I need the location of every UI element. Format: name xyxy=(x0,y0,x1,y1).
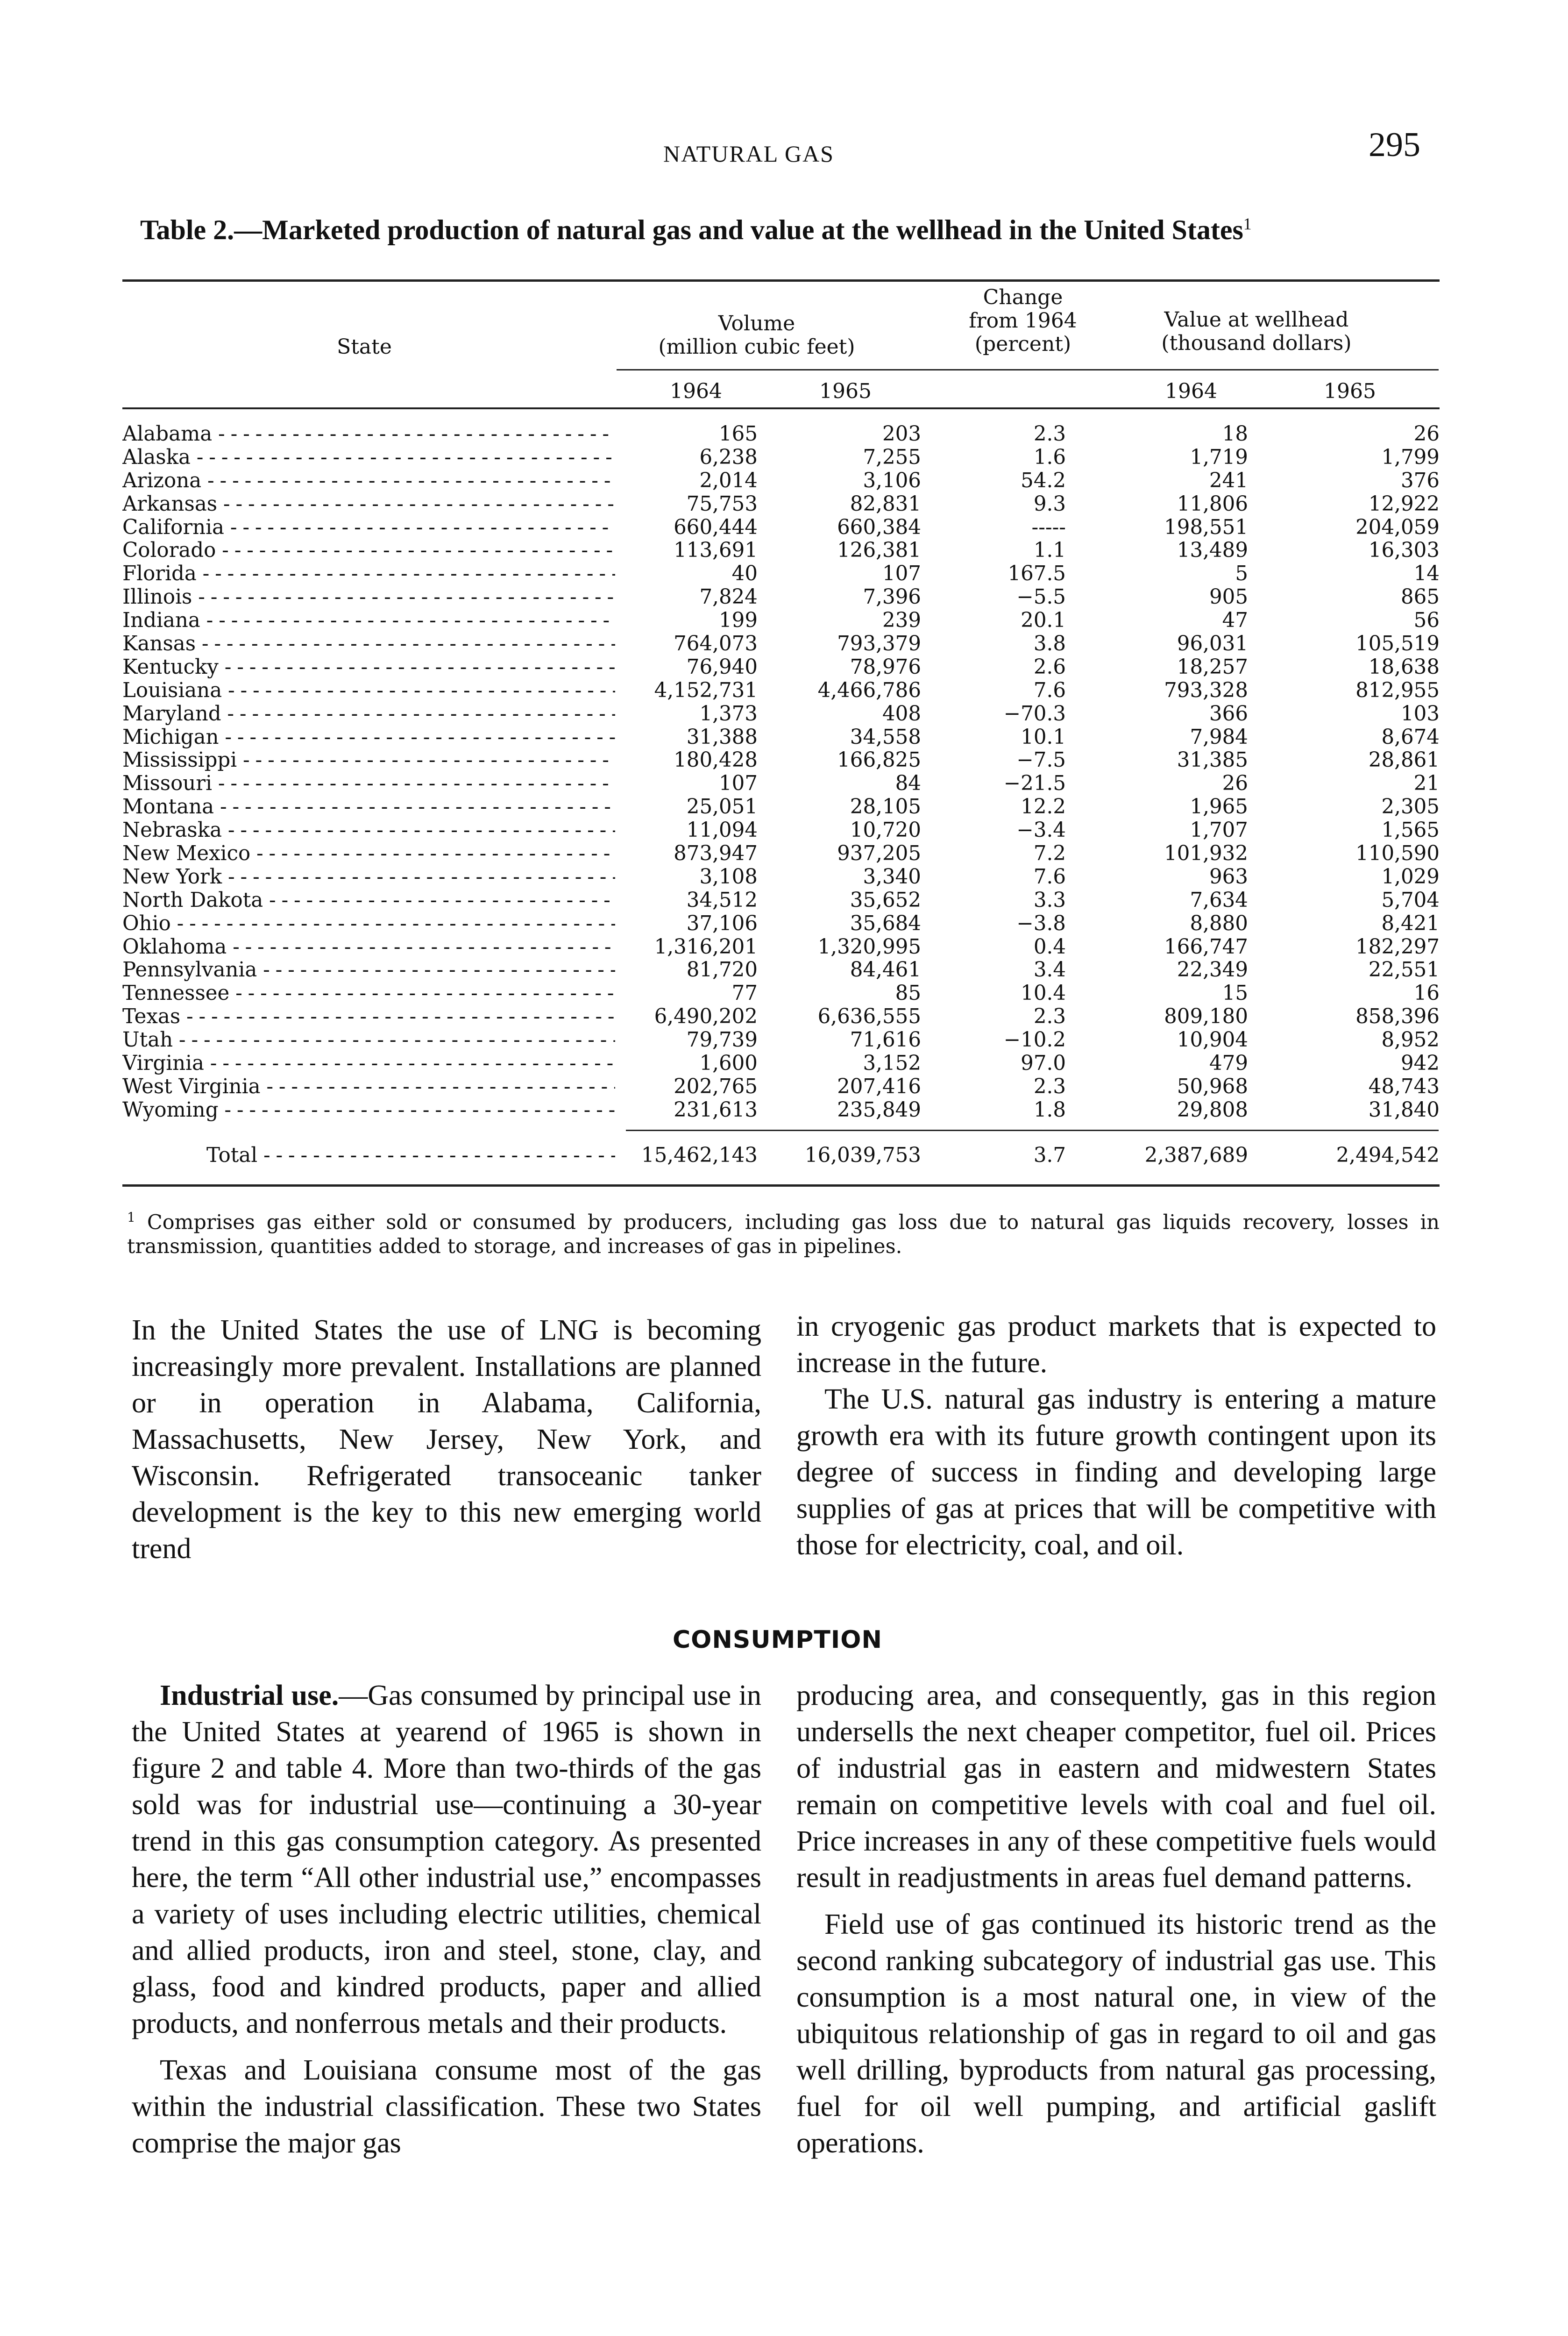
table-top-rule xyxy=(122,279,1440,282)
value-header-line1: Value at wellhead xyxy=(1164,308,1349,332)
total-rule xyxy=(626,1130,1439,1131)
change-cell: 1.1 xyxy=(1033,539,1066,563)
total-volume-1965: 16,039,753 xyxy=(804,1144,921,1167)
change-cell: ----- xyxy=(1031,515,1066,539)
change-header-line2: from 1964 xyxy=(969,309,1077,333)
volume-1965-cell: 84 xyxy=(895,772,921,796)
value-1964-cell: 18,257 xyxy=(1177,655,1248,679)
value-1965-cell: 22,551 xyxy=(1368,958,1440,982)
value-1965-cell: 28,861 xyxy=(1368,748,1440,772)
state-cell: Indiana - - - xyxy=(122,609,615,633)
volume-1965-cell: 7,255 xyxy=(863,445,921,469)
change-cell: 54.2 xyxy=(1021,469,1066,492)
volume-1964-cell: 660,444 xyxy=(674,515,758,539)
table-row xyxy=(122,772,1440,796)
volume-1964-cell: 2,014 xyxy=(699,469,758,492)
state-cell: Arkansas - - - xyxy=(122,493,615,516)
state-cell: Pennsylvania - - - xyxy=(122,959,615,982)
table-row xyxy=(122,679,1440,703)
table-row xyxy=(122,749,1440,772)
volume-1965-cell: 35,684 xyxy=(850,912,921,935)
value-1965-cell: 182,297 xyxy=(1355,935,1440,959)
volume-1964-cell: 1,600 xyxy=(699,1052,758,1075)
value-1965-cell: 812,955 xyxy=(1355,678,1440,702)
value-1965-cell: 1,565 xyxy=(1381,819,1440,842)
table-row xyxy=(122,796,1440,819)
value-1965-cell: 16 xyxy=(1413,982,1440,1005)
change-cell: −70.3 xyxy=(1003,702,1066,726)
volume-1964-cell: 165 xyxy=(718,422,758,446)
table-row xyxy=(122,959,1440,982)
value-1964-cell: 8,880 xyxy=(1190,912,1248,935)
volume-1964-cell: 231,613 xyxy=(674,1098,758,1122)
change-cell: −5.5 xyxy=(1016,585,1066,609)
state-cell: Louisiana - - - xyxy=(122,679,615,703)
state-cell: Wyoming - - - xyxy=(122,1099,615,1122)
value-1964-cell: 29,808 xyxy=(1177,1098,1248,1122)
value-1965-cell: 8,674 xyxy=(1381,725,1440,749)
cryogenic-paragraph: in cryogenic gas product markets that is expected to increase in the future. xyxy=(796,1310,1436,1379)
volume-1964-cell: 764,073 xyxy=(674,632,758,656)
state-cell: Michigan - - - xyxy=(122,726,615,749)
change-cell: 3.8 xyxy=(1033,632,1066,656)
volume-1965-cell: 408 xyxy=(882,702,921,726)
value-1965-cell: 103 xyxy=(1400,702,1440,726)
state-cell: Ohio - - - xyxy=(122,912,615,936)
industrial-paragraph: —Gas consumed by principal use in the United States at yearend of 1965 is shown in figure 2 and table 4. More than two-thirds of the gas sold was for industrial use—continuing a 30-year trend in this gas consumption category. As presented here, the term “All other industrial use,” encompasses a variety of uses including electric utilities, chemical and allied products, iron and steel, stone, clay, and glass, food and kindred products, paper and allied products, and nonferrous metals and their products. xyxy=(132,1680,761,2039)
state-cell: Tennessee - - - xyxy=(122,982,615,1005)
state-cell: Arizona - - - xyxy=(122,470,615,493)
volume-1965-cell: 207,416 xyxy=(837,1075,921,1098)
value-1965-cell: 12,922 xyxy=(1368,492,1440,516)
change-cell: 3.3 xyxy=(1033,888,1066,912)
change-cell: −3.4 xyxy=(1016,819,1066,842)
volume-1964-cell: 34,512 xyxy=(686,888,758,912)
value-1964-cell: 166,747 xyxy=(1164,935,1248,959)
volume-1965-cell: 4,466,786 xyxy=(817,678,921,702)
volume-1964-cell: 6,238 xyxy=(699,445,758,469)
table-row xyxy=(122,423,1440,446)
volume-1964-cell: 75,753 xyxy=(686,492,758,516)
state-cell: Florida - - - xyxy=(122,563,615,586)
field-use-paragraph: Field use of gas continued its historic trend as the second ranking subcategory of industrial gas use. This consumption is a most natural one, in view of the ubiquitous relationship of gas in regard to oil and gas well drilling, byproducts from natural gas processing, fuel for oil well pumping, and artificial gaslift operations. xyxy=(796,1909,1436,2159)
change-cell: −7.5 xyxy=(1016,748,1066,772)
table-row xyxy=(122,516,1440,540)
state-cell: Maryland - - - xyxy=(122,703,615,726)
volume-1964-cell: 7,824 xyxy=(699,585,758,609)
volume-1964-cell: 873,947 xyxy=(674,842,758,866)
state-cell: West Virginia - - - xyxy=(122,1075,615,1099)
change-cell: 97.0 xyxy=(1021,1052,1066,1075)
volume-1965-cell: 85 xyxy=(895,982,921,1005)
volume-1965-cell: 235,849 xyxy=(837,1098,921,1122)
state-cell: Illinois - - - xyxy=(122,586,615,609)
volume-1965-cell: 107 xyxy=(882,562,921,586)
header-rule-years xyxy=(617,369,1439,370)
producing-paragraph: producing area, and consequently, gas in this region undersells the next cheaper competitor, fuel oil. Prices of industrial gas in eastern and midwestern States remain on competitive levels with coal and fuel oil. Price increases in any of these competitive fuels would result in readjustments in areas fuel demand patterns. xyxy=(796,1680,1436,1894)
change-cell: 2.3 xyxy=(1033,1075,1066,1098)
value-1965-cell: 18,638 xyxy=(1368,655,1440,679)
value-1964-cell: 241 xyxy=(1209,469,1248,492)
value-1964-cell: 5 xyxy=(1235,562,1248,586)
value-1964-cell: 366 xyxy=(1209,702,1248,726)
value-1965-cell: 204,059 xyxy=(1355,515,1440,539)
state-cell: Mississippi - - - xyxy=(122,749,615,772)
volume-1964-cell: 37,106 xyxy=(686,912,758,935)
value-1965-cell: 31,840 xyxy=(1368,1098,1440,1122)
table-row xyxy=(122,889,1440,912)
change-cell: −10.2 xyxy=(1003,1028,1066,1052)
value-1964-cell: 18 xyxy=(1222,422,1248,446)
table-row xyxy=(122,470,1440,493)
table-row xyxy=(122,1029,1440,1052)
table-row xyxy=(122,609,1440,633)
total-value-1964: 2,387,689 xyxy=(1144,1144,1248,1167)
change-cell: 167.5 xyxy=(1007,562,1066,586)
volume-1964-cell: 11,094 xyxy=(686,819,758,842)
value-1965-cell: 105,519 xyxy=(1355,632,1440,656)
volume-1964-cell: 107 xyxy=(718,772,758,796)
table-row xyxy=(122,1052,1440,1075)
total-label: Total - - - xyxy=(206,1144,615,1167)
volume-1964-cell: 79,739 xyxy=(686,1028,758,1052)
value-1964-cell: 13,489 xyxy=(1177,539,1248,563)
table-title-text: Table 2.—Marketed production of natural gas and value at the wellhead in the United States xyxy=(140,214,1243,245)
industry-paragraph: The U.S. natural gas industry is entering a mature growth era with its future growth contingent upon its degree of success in finding and developing large supplies of gas at prices that will be competitive with those for electricity, coal, and oil. xyxy=(796,1383,1436,1561)
volume-1965-cell: 203 xyxy=(882,422,921,446)
value-1965-cell: 21 xyxy=(1413,772,1440,796)
value-1964-cell: 7,984 xyxy=(1190,725,1248,749)
value-header-line2: (thousand dollars) xyxy=(1161,331,1352,355)
volume-1965-cell: 126,381 xyxy=(837,539,921,563)
volume-1964-cell: 1,316,201 xyxy=(654,935,758,959)
table-title-ref: 1 xyxy=(1243,214,1252,233)
volume-header-line1: Volume xyxy=(718,312,795,335)
table-row xyxy=(122,1005,1440,1029)
volume-1964-cell: 25,051 xyxy=(686,795,758,819)
change-cell: 2.3 xyxy=(1033,1005,1066,1029)
volume-1965-cell: 35,652 xyxy=(850,888,921,912)
volume-1965-cell: 660,384 xyxy=(837,515,921,539)
volume-1965-cell: 84,461 xyxy=(850,958,921,982)
state-cell: Colorado - - - xyxy=(122,539,615,563)
table-row xyxy=(122,446,1440,470)
value-1964-cell: 96,031 xyxy=(1177,632,1248,656)
left-column-upper xyxy=(132,1312,761,1567)
value-1964-cell: 10,904 xyxy=(1177,1028,1248,1052)
volume-1964-cell: 77 xyxy=(731,982,758,1005)
table-row xyxy=(122,842,1440,866)
value-1965-cell: 56 xyxy=(1413,609,1440,633)
volume-1965-cell: 937,205 xyxy=(837,842,921,866)
table-row xyxy=(122,726,1440,749)
change-cell: 7.2 xyxy=(1033,842,1066,866)
volume-1965-header: 1965 xyxy=(819,379,872,403)
value-1964-cell: 793,328 xyxy=(1164,678,1248,702)
volume-1964-cell: 1,373 xyxy=(699,702,758,726)
value-1964-cell: 15 xyxy=(1222,982,1248,1005)
table-row xyxy=(122,656,1440,679)
change-cell: 7.6 xyxy=(1033,865,1066,889)
state-cell: Nebraska - - - xyxy=(122,819,615,842)
value-header xyxy=(1140,308,1373,355)
change-cell: 20.1 xyxy=(1021,609,1066,633)
value-1965-cell: 5,704 xyxy=(1381,888,1440,912)
table-bottom-rule xyxy=(122,1184,1440,1187)
value-1965-cell: 48,743 xyxy=(1368,1075,1440,1098)
table-row xyxy=(122,586,1440,609)
volume-1965-cell: 7,396 xyxy=(863,585,921,609)
value-1964-cell: 101,932 xyxy=(1164,842,1248,866)
value-1964-cell: 1,719 xyxy=(1190,445,1248,469)
header-bottom-rule xyxy=(122,407,1440,409)
table-row xyxy=(122,539,1440,563)
value-1964-cell: 26 xyxy=(1222,772,1248,796)
state-header: State xyxy=(337,335,392,359)
volume-1964-cell: 180,428 xyxy=(674,748,758,772)
change-cell: 10.4 xyxy=(1021,982,1066,1005)
volume-1964-cell: 81,720 xyxy=(686,958,758,982)
value-1965-cell: 1,029 xyxy=(1381,865,1440,889)
table-row xyxy=(122,819,1440,842)
change-cell: 1.8 xyxy=(1033,1098,1066,1122)
volume-1964-cell: 31,388 xyxy=(686,725,758,749)
volume-1965-cell: 78,976 xyxy=(850,655,921,679)
value-1965-cell: 14 xyxy=(1413,562,1440,586)
value-1965-cell: 858,396 xyxy=(1355,1005,1440,1029)
table-row xyxy=(122,1099,1440,1122)
value-1964-cell: 1,965 xyxy=(1190,795,1248,819)
right-column-lower xyxy=(796,1677,1436,2161)
change-cell: 1.6 xyxy=(1033,445,1066,469)
volume-1965-cell: 166,825 xyxy=(837,748,921,772)
volume-1965-cell: 28,105 xyxy=(850,795,921,819)
table-row xyxy=(122,703,1440,726)
state-cell: Kentucky - - - xyxy=(122,656,615,679)
table-row xyxy=(122,936,1440,959)
value-1965-cell: 26 xyxy=(1413,422,1440,446)
change-cell: 2.6 xyxy=(1033,655,1066,679)
value-1964-cell: 31,385 xyxy=(1177,748,1248,772)
change-cell: 7.6 xyxy=(1033,678,1066,702)
volume-1964-cell: 113,691 xyxy=(674,539,758,563)
lng-paragraph: In the United States the use of LNG is becoming increasingly more prevalent. Installations are planned or in operation in Alabama, California, Massachusetts, New Jersey, New York, and Wisconsin. Refrigerated transoceanic tanker development is the key to this new emerging world trend xyxy=(132,1314,761,1565)
state-cell: Virginia - - - xyxy=(122,1052,615,1075)
state-cell: Montana - - - xyxy=(122,796,615,819)
volume-1964-cell: 76,940 xyxy=(686,655,758,679)
volume-1965-cell: 793,379 xyxy=(837,632,921,656)
volume-1964-cell: 40 xyxy=(731,562,758,586)
running-head: NATURAL GAS xyxy=(663,141,834,167)
value-1965-cell: 865 xyxy=(1400,585,1440,609)
value-1964-cell: 809,180 xyxy=(1164,1005,1248,1029)
volume-1964-cell: 202,765 xyxy=(674,1075,758,1098)
volume-header-line2: (million cubic feet) xyxy=(658,335,855,359)
texas-paragraph: Texas and Louisiana consume most of the gas within the industrial classification. These two States comprise the major gas xyxy=(132,2054,761,2159)
state-cell: Utah - - - xyxy=(122,1029,615,1052)
change-cell: 12.2 xyxy=(1021,795,1066,819)
change-cell: −21.5 xyxy=(1003,772,1066,796)
change-cell: 3.4 xyxy=(1033,958,1066,982)
volume-header xyxy=(635,312,878,359)
state-cell: Alaska - - - xyxy=(122,446,615,470)
consumption-heading: CONSUMPTION xyxy=(673,1626,882,1654)
volume-1964-cell: 6,490,202 xyxy=(654,1005,758,1029)
change-header-line3: (percent) xyxy=(974,332,1071,356)
change-cell: 2.3 xyxy=(1033,422,1066,446)
value-1964-cell: 50,968 xyxy=(1177,1075,1248,1098)
volume-1964-cell: 3,108 xyxy=(699,865,758,889)
value-1965-cell: 942 xyxy=(1400,1052,1440,1075)
value-1965-cell: 2,305 xyxy=(1381,795,1440,819)
page-number: 295 xyxy=(1369,126,1420,164)
footnote-text: Comprises gas either sold or consumed by producers, including gas loss due to natural gas liquids recovery, losses in transmission, quantities added to storage, and increases of gas in pipelines. xyxy=(127,1211,1440,1259)
table-row xyxy=(122,912,1440,936)
table-row xyxy=(122,633,1440,656)
volume-1964-header: 1964 xyxy=(670,379,722,403)
change-cell: 10.1 xyxy=(1021,725,1066,749)
volume-1965-cell: 1,320,995 xyxy=(817,935,921,959)
value-1964-cell: 479 xyxy=(1209,1052,1248,1075)
value-1964-cell: 7,634 xyxy=(1190,888,1248,912)
volume-1965-cell: 239 xyxy=(882,609,921,633)
value-1964-cell: 1,707 xyxy=(1190,819,1248,842)
state-cell: California - - - xyxy=(122,516,615,540)
total-row xyxy=(122,1144,1440,1172)
table-row xyxy=(122,563,1440,586)
value-1965-header: 1965 xyxy=(1324,379,1376,403)
value-1965-cell: 8,421 xyxy=(1381,912,1440,935)
change-cell: −3.8 xyxy=(1016,912,1066,935)
left-column-lower xyxy=(132,1677,761,2161)
value-1965-cell: 376 xyxy=(1400,469,1440,492)
industrial-runin-heading: Industrial use. xyxy=(160,1680,339,1711)
value-1965-cell: 16,303 xyxy=(1368,539,1440,563)
value-1964-cell: 11,806 xyxy=(1177,492,1248,516)
state-cell: New York - - - xyxy=(122,866,615,889)
table-body xyxy=(122,423,1440,1122)
volume-1965-cell: 34,558 xyxy=(850,725,921,749)
change-header xyxy=(953,286,1093,356)
state-cell: New Mexico - - - xyxy=(122,842,615,866)
right-column-upper xyxy=(796,1308,1436,1563)
value-1964-header: 1964 xyxy=(1165,379,1217,403)
value-1964-cell: 22,349 xyxy=(1177,958,1248,982)
state-cell: Oklahoma - - - xyxy=(122,936,615,959)
footnote-mark: 1 xyxy=(127,1210,135,1225)
table-row xyxy=(122,866,1440,889)
state-cell: Texas - - - xyxy=(122,1005,615,1029)
state-cell: Missouri - - - xyxy=(122,772,615,796)
volume-1964-cell: 4,152,731 xyxy=(654,678,758,702)
value-1964-cell: 47 xyxy=(1222,609,1248,633)
volume-1965-cell: 3,152 xyxy=(863,1052,921,1075)
volume-1965-cell: 10,720 xyxy=(850,819,921,842)
volume-1965-cell: 71,616 xyxy=(850,1028,921,1052)
table-row xyxy=(122,982,1440,1005)
volume-1965-cell: 3,340 xyxy=(863,865,921,889)
volume-1964-cell: 199 xyxy=(718,609,758,633)
value-1964-cell: 963 xyxy=(1209,865,1248,889)
table-row xyxy=(122,493,1440,516)
change-header-line1: Change xyxy=(983,285,1063,309)
table-row xyxy=(122,1075,1440,1099)
state-cell: Kansas - - - xyxy=(122,633,615,656)
volume-1965-cell: 6,636,555 xyxy=(817,1005,921,1029)
volume-1965-cell: 82,831 xyxy=(850,492,921,516)
value-1965-cell: 110,590 xyxy=(1355,842,1440,866)
value-1965-cell: 8,952 xyxy=(1381,1028,1440,1052)
value-1964-cell: 198,551 xyxy=(1164,515,1248,539)
state-cell: Alabama - - - xyxy=(122,423,615,446)
table-title xyxy=(140,214,1448,246)
total-value-1965: 2,494,542 xyxy=(1336,1144,1440,1167)
volume-1965-cell: 3,106 xyxy=(863,469,921,492)
change-cell: 9.3 xyxy=(1033,492,1066,516)
value-1965-cell: 1,799 xyxy=(1381,445,1440,469)
change-cell: 0.4 xyxy=(1033,935,1066,959)
value-1964-cell: 905 xyxy=(1209,585,1248,609)
state-cell: North Dakota - - - xyxy=(122,889,615,912)
table-footnote xyxy=(127,1205,1440,1259)
total-change: 3.7 xyxy=(1033,1144,1066,1167)
total-volume-1964: 15,462,143 xyxy=(641,1144,758,1167)
